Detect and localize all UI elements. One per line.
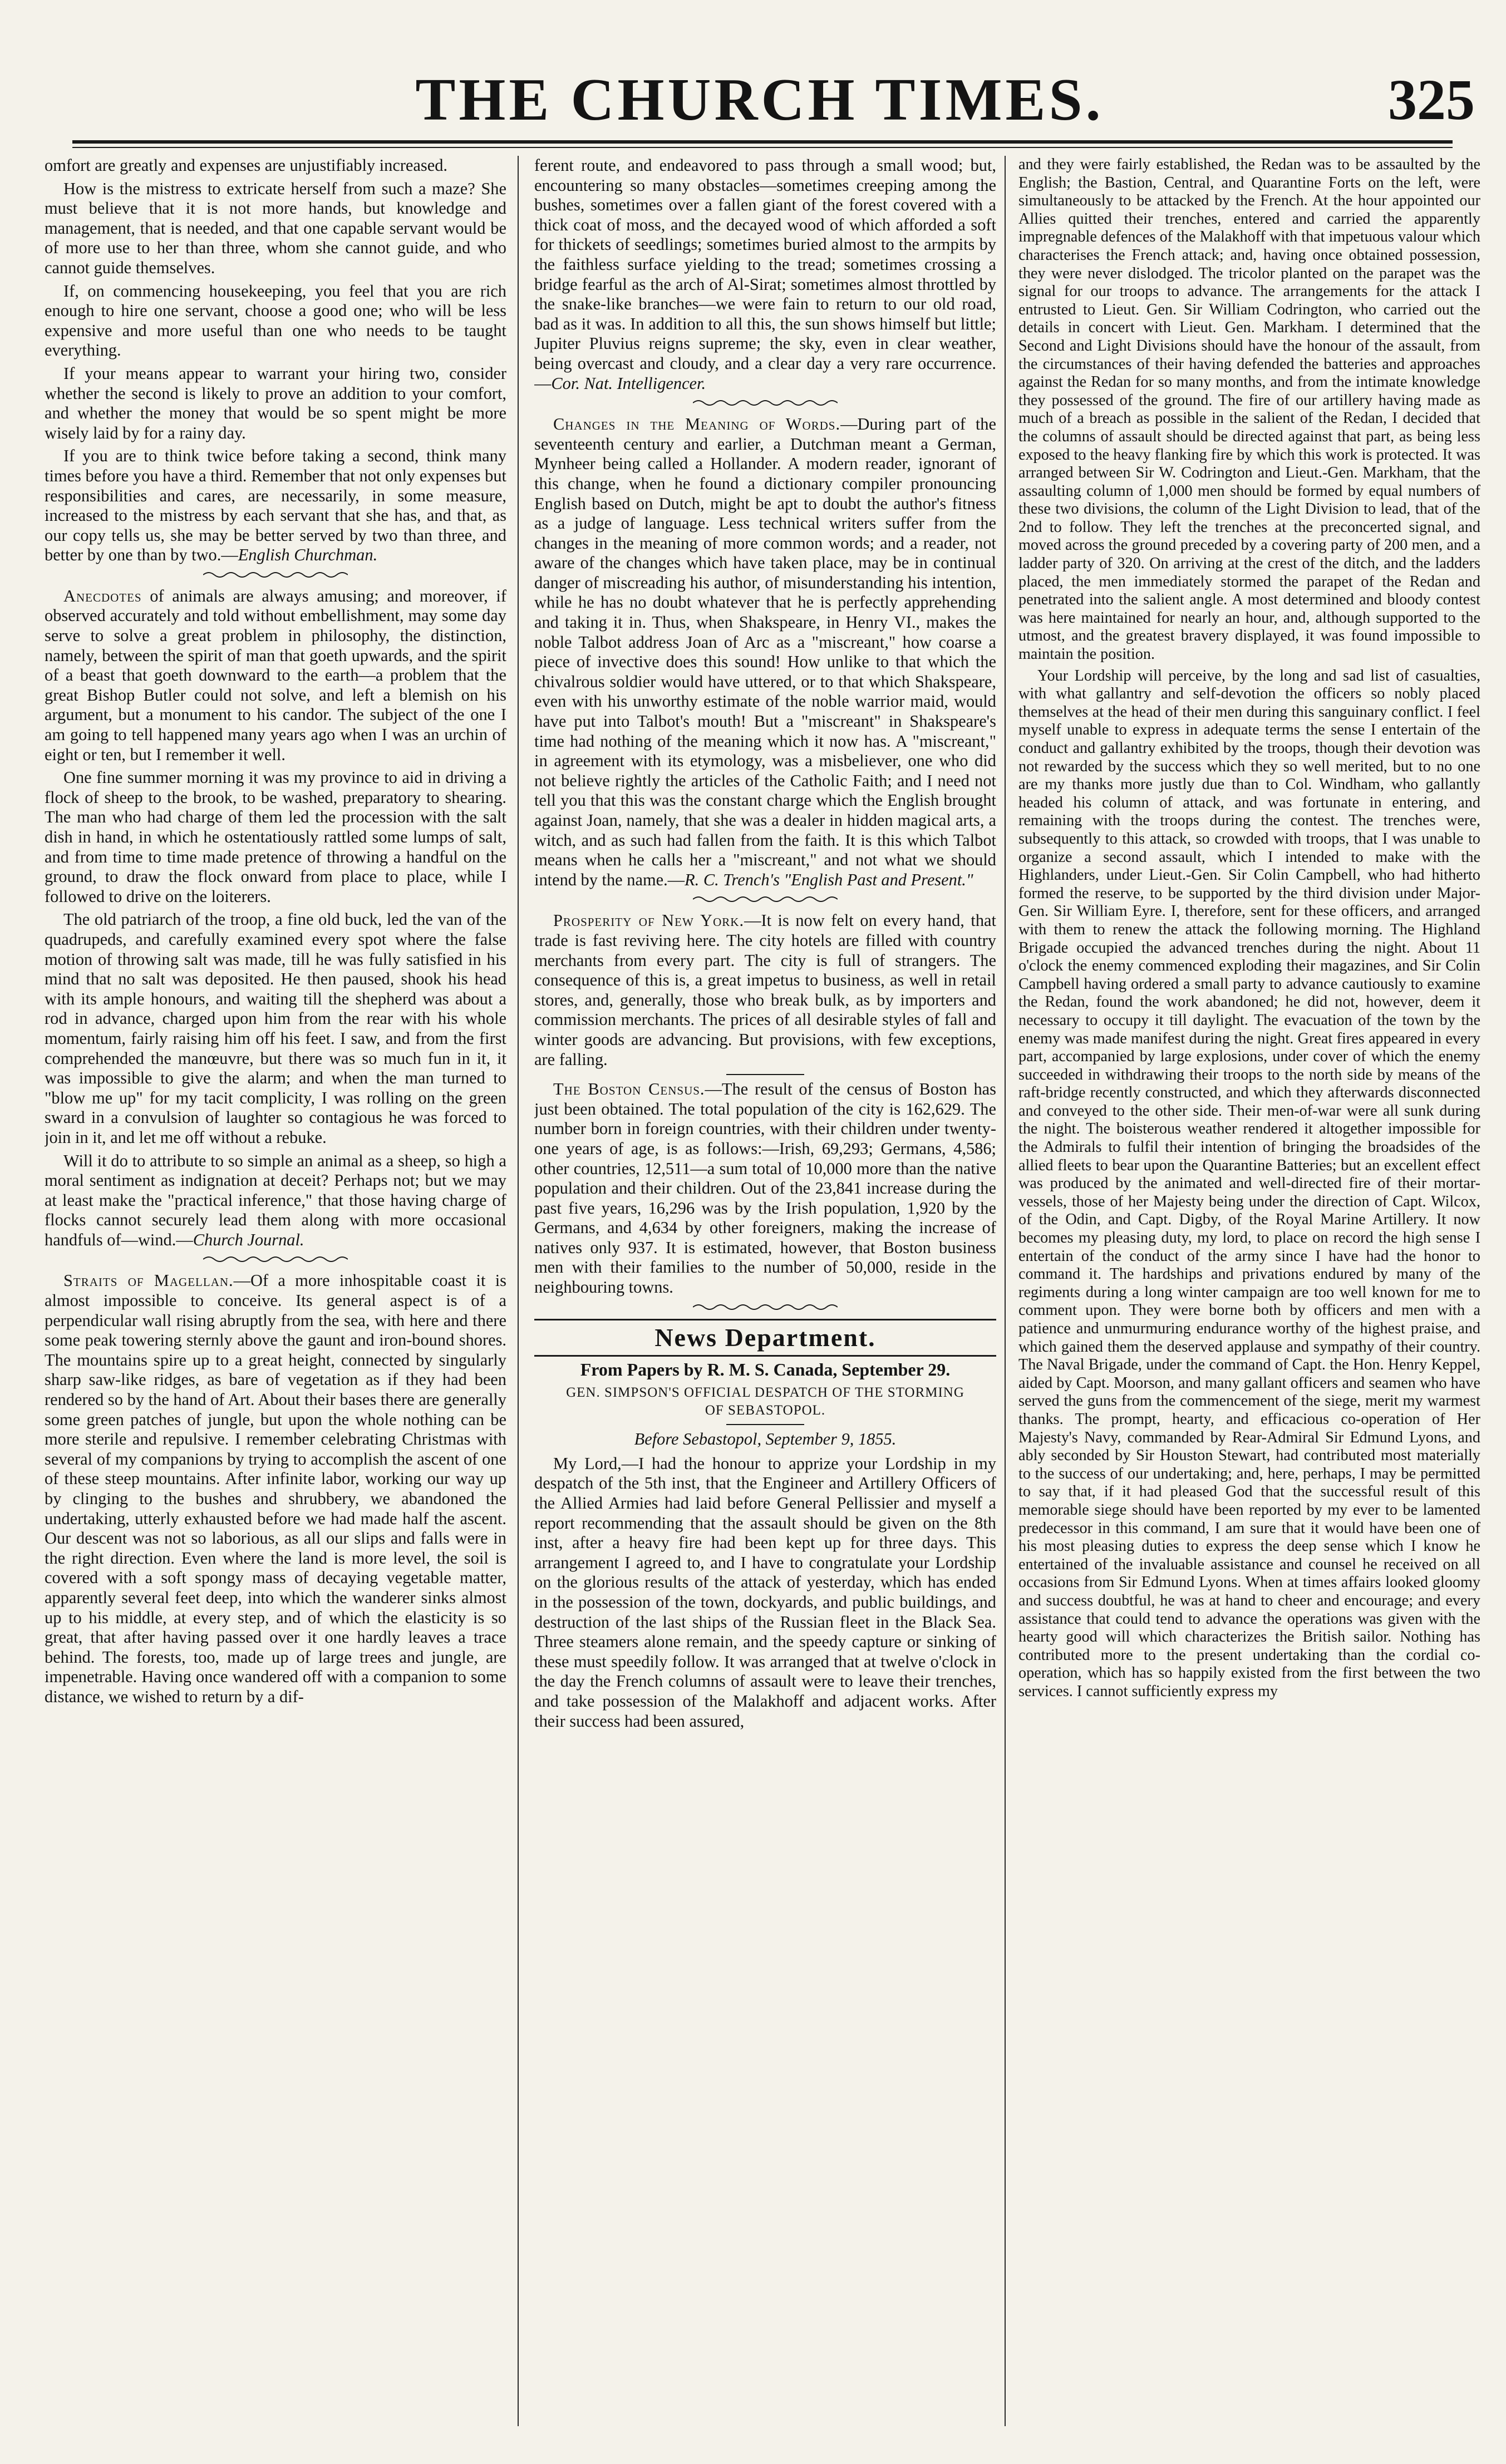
paragraph: The old patriarch of the troop, a fine old buck, led the van of the quadrupeds, and carefully examined every spot where the false motion of throwing salt was made, till he was fully satisfied in his mind that no salt was deposited. He then paused, shook his head with its ample honours, and waiting till the shepherd was about a rod in advance, charged upon him from the rear with his whole momentum, fairly raising him off his feet. I saw, and from the first comprehended the manœuvre, but there was so much fun in it, it was impossible to give the alarm; and when the man turned to "blow me up" for my tacit complicity, I was rolling on the green sward in a convulsion of laughter so contagious he was forced to join in it, and let me off without a rebuke. xyxy=(45,910,506,1147)
short-divider xyxy=(726,1074,804,1075)
paragraph xyxy=(534,156,996,393)
section-divider xyxy=(693,397,838,409)
article-lead: Changes in the Meaning of Words. xyxy=(553,415,841,434)
masthead xyxy=(33,61,1486,139)
paragraph xyxy=(45,446,506,565)
article-lead: Anecdotes xyxy=(63,586,142,605)
article-headline: GEN. SIMPSON'S OFFICIAL DESPATCH OF THE STORMING OF SEBASTOPOL. xyxy=(566,1385,964,1418)
paragraph: Your Lordship will perceive, by the long and sad list of casualties, with what gallantry and self-devotion the officers so nobly placed themselves at the head of their men during this sanguinary conflict. I feel myself unable to express in adequate terms the sense I entertain of the conduct and gallantry exhibited by the troops, though their devotion was not rewarded by the success which they so well merited, but to no one are my thanks more justly due than to Col. Windham, who gallantly headed his column of attack, and was fortunate in entering, and remaining with the troops during the contest. The trenches were, subsequently to this attack, so crowded with troops, that I was unable to organize a second assault, which I intended to make with the Highlanders, under Lieut.-Gen. Sir Colin Campbell, who had hitherto formed the reserve, to be supported by the third division under Major-Gen. Sir William Eyre. I, therefore, sent for these officers, and arranged with them to renew the attack the following morning. The Highland Brigade occupied the advanced trenches during the night. About 11 o'clock the enemy commenced exploding their magazines, and Sir Colin Campbell having ordered a small party to advance cautiously to examine the Redan, found the work abandoned; he did not, however, deem it necessary to occupy it till daylight. The evacuation of the town by the enemy was made manifest during the night. Great fires appeared in every part, accompanied by large explosions, under cover of which the enemy succeeded in withdrawing their troops to the north side by means of the raft-bridge recently constructed, and which they afterwards disconnected and conveyed to the other side. Their men-of-war were all sunk during the night. The boisterous weather rendered it altogether impossible for the Admirals to fulfil their intention of bringing the broadsides of the allied fleets to bear upon the Quarantine Batteries; but an excellent effect was produced by the animated and well-directed fire of their mortar-vessels, those of her Majesty being under the direction of Capt. Wilcox, of the Odin, and Capt. Digby, of the Royal Marine Artillery. It now becomes my pleasing duty, my lord, to place on record the high sense I entertain of the conduct of the army since I have had the honor to command it. The hardships and privations endured by many of the regiments during a long winter campaign are too well known for me to comment upon. They were borne both by officers and men with a patience and unmurmuring endurance worthy of the highest praise, and which gained them the deserved applause and sympathy of their country. The Naval Brigade, under the command of Capt. the Hon. Henry Keppel, aided by Capt. Moorson, and many gallant officers and seamen who have served the guns from the commencement of the siege, merit my warmest thanks. The prompt, hearty, and efficacious co-operation of Her Majesty's Navy, commanded by Rear-Admiral Sir Edmund Lyons, and ably seconded by Sir Houston Stewart, had contributed most materially to the success of our undertaking; and, here, perhaps, I may be permitted to say that, if it had pleased God that the successful result of this memorable siege should have been reported by my ever to be lamented predecessor in this command, I am sure that it would have been one of his most pleasing duties to express the deep sense which I know he entertained of the invaluable assistance and counsel he received on all occasions from Sir Edmund Lyons. When at times affairs looked gloomy and success doubtful, he was at hand to cheer and encourage; and every assistance that could tend to advance the operations was given with the hearty good will which characterizes the British sailor. Nothing has contributed more to the present undertaking than the cordial co-operation, which has so happily existed from the first between the two services. I cannot sufficiently express my xyxy=(1018,667,1480,1700)
paragraph-text: —During part of the seventeenth century and earlier, a Dutchman meant a German, Mynheer being called a Hollander. A modern reader, ignorant of this change, when he found a dictionary compiler pronouncing English based on Dutch, might be apt to doubt the author's fitness as a judge of language. Less technical writers suffer from the changes in the meaning of more common words; and a reader, not aware of the changes which have taken place, may be in continual danger of miscreading his author, of misunderstanding his intention, while he has no doubt whatever that he is perfectly apprehending and taking it in. Thus, when Shakspeare, in Henry VI., makes the noble Talbot address Joan of Arc as a "miscreant," how coarse a piece of invective does this sound! How unlike to that which the chivalrous soldier would have uttered, or to that which Shakspeare, even with his unworthy estimate of the noble warrior maid, would have put into Talbot's mouth! But a "miscreant" in Shakspeare's time had nothing of the meaning which it now has. A "miscreant," in agreement with its etymology, was a misbeliever, one who did not believe rightly the articles of the Catholic Faith; and I need not tell you that this was the constant charge which the English brought against Joan, namely, that she was a dealer in hidden magical arts, a witch, and as such had fallen from the faith. It is this which Talbot means when he calls her a "miscreant," and not what we should intend by the name.— xyxy=(534,415,996,889)
column-2 xyxy=(534,156,996,2426)
paragraph: One fine summer morning it was my province to aid in driving a flock of sheep to the brook, to be washed, preparatory to shearing. The man who had charge of them led the procession with the salt dish in hand, in which he ostentatiously rattled some lumps of salt, and from time to time made pretence of throwing a handful on the ground, to draw the flock onward from place to place, while I followed to drive on the loiterers. xyxy=(45,768,506,906)
paragraph: and they were fairly established, the Redan was to be assaulted by the English; the Bastion, Central, and Quarantine Forts on the left, were simultaneously to be attacked by the French. At the hour appointed our Allies quitted their trenches, entered and carried the apparently impregnable defences of the Malakhoff with that impetuous valour which characterises the French attack; and, having once obtained possession, they were never dislodged. The tricolor planted on the parapet was the signal for our troops to advance. The arrangements for the attack I entrusted to Lieut. Gen. Sir William Codrington, who carried out the details in concert with Lieut. Gen. Markham. I determined that the Second and Light Divisions should have the honour of the assault, from the circumstances of their having defended the batteries and approaches against the Redan for so many months, and from the intimate knowledge they possessed of the ground. The fire of our artillery having made as much of a breach as possible in the salient of the Redan, I decided that the columns of assault should be directed against that part, as being less exposed to the heavy flanking fire by which this work is protected. It was arranged between Sir W. Codrington and Lieut.-Gen. Markham, that the assaulting column of 1,000 men should be formed by equal numbers of these two divisions, the column of the Light Division to lead, that of the 2nd to follow. They left the trenches at the preconcerted signal, and moved across the ground preceded by a covering party of 200 men, and a ladder party of 320. On arriving at the crest of the ditch, and the ladders placed, the men immediately stormed the parapet of the Redan and penetrated into the salient angle. A most determined and bloody contest was here maintained for nearly an hour, and, although supported to the utmost, and the greatest bravery displayed, it was found impossible to maintain the position. xyxy=(1018,156,1480,663)
paragraph-text: —Of a more inhospitable coast it is almost impossible to conceive. Its general aspect is of a perpendicular wall rising abruptly from the sea, with here and there some peak towering sternly above the gaunt and iron-bound shores. The mountains spire up to a great height, connected by singularly sharp saw-like ridges, as bare of vegetation as if they had been rendered so by the hand of Art. About their bases there are generally some green patches of jungle, but upon the whole nothing can be more sterile and repulsive. I remember celebrating Christmas with several of my companions by trying to accomplish the ascent of one of these steep mountains. After infinite labor, working our way up by clinging to the bushes and shrubbery, we abandoned the undertaking, utterly exhausted before we had made half the ascent. Our descent was not so laborious, as all our slips and falls were in the right direction. Even where the land is more level, the soil is covered with a soft spongy mass of decaying vegetable matter, apparently several feet deep, into which the wanderer sinks almost up to his middle, at every step, and of which the elasticity is so great, that after having passed over it one hardly leaves a trace behind. The forests, too, made up of large trees and jungle, are impenetrable. Having once wandered off with a companion to some distance, we wished to return by a dif- xyxy=(45,1271,506,1706)
section-divider xyxy=(203,1253,348,1265)
paragraph: If your means appear to warrant your hiring two, consider whether the second is likely to prove an addition to your comfort, and whether the money that would be so spent might be more wisely laid by for a rainy day. xyxy=(45,363,506,442)
article-straits xyxy=(45,1271,506,1707)
section-divider xyxy=(693,1301,838,1313)
short-divider xyxy=(726,1424,804,1425)
article-changes xyxy=(534,415,996,890)
paragraph: If, on commencing housekeeping, you feel that you are rich enough to hire one servant, choose a good one; who will be less expensive and more useful than one who needs to be taught everything. xyxy=(45,281,506,360)
article-prosperity xyxy=(534,911,996,1070)
article-lead: Straits of Magellan. xyxy=(63,1271,234,1290)
masthead-rule xyxy=(72,140,1453,144)
paragraph-text: Will it do to attribute to so simple an animal as a sheep, so high a moral sentiment as indignation at deceit? Perhaps not; but we may at least make the "practical inference," that those having charge of flocks cannot securely lead them along with more occasional handfuls of—wind.— xyxy=(45,1151,506,1249)
paragraph-text: —It is now felt on every hand, that trade is fast reviving here. The city hotels are filled with country merchants from every part. The city is full of strangers. The consequence of this is, a great impetus to business, as well in retail stores, and, generally, those who break bulk, as by importers and commission merchants. The prices of all desirable styles of fall and winter goods are advancing. But provisions, with few exceptions, are falling. xyxy=(534,911,996,1069)
paragraph-text: If you are to think twice before taking a second, think many times before you have a third. Remember that not only expenses but responsibilities and cares, are necessarily, in some measure, increased to the mistress by each servant that she has, and that, as our copy tells us, she may be better served by two than three, and better by one than by two.— xyxy=(45,446,506,565)
paragraph-text: ferent route, and endeavored to pass through a small wood; but, encountering so many obstacles—sometimes creeping among the bushes, sometimes over a fallen giant of the forest covered with a thick coat of moss, and the decayed wood of which afforded a soft for thickets of seedlings; sometimes buried almost to the armpits by the faithless surface yielding to the tread; sometimes crossing a bridge fearful as the arch of Al-Sirat; sometimes almost throttled by the snake-like branches—we were fain to return to our old road, bad as it was. In addition to all this, the sun shows himself but little; Jupiter Pluvius reigns supreme; the sky, even in clear weather, being overcast and cloudy, and a clear day a very rare occurrence.— xyxy=(534,156,996,393)
column-1 xyxy=(45,156,506,2426)
section-divider xyxy=(203,569,348,581)
source-credit: English Churchman. xyxy=(238,545,378,565)
masthead-rule-thin xyxy=(72,147,1453,148)
article-boston xyxy=(534,1080,996,1298)
section-divider xyxy=(693,893,838,905)
source-credit: Church Journal. xyxy=(193,1230,304,1249)
paragraph: How is the mistress to extricate herself from such a maze? She must believe that it is not more hands, but knowledge and management, that is needed, and that one capable servant would be of more use to her than three, whom she cannot guide, and who cannot guide themselves. xyxy=(45,179,506,277)
column-divider xyxy=(518,156,519,2426)
paragraph: omfort are greatly and expenses are unjustifiably increased. xyxy=(45,156,448,175)
source-credit: R. C. Trench's "English Past and Present." xyxy=(685,870,973,889)
paragraph-text: of animals are always amusing; and moreover, if observed accurately and told without embellishment, may some day serve to solve a great problem in philosophy, the distinction, namely, between the spirit of man that goeth upwards, and the spirit of a beast that goeth downward to the earth—a problem that the great Bishop Butler could not solve, and left a blemish on his argument, but a monument to his candor. The subject of the one I am going to tell happened many years ago when I was an urchin of eight or ten, but I remember it well. xyxy=(45,586,506,764)
column-3 xyxy=(1018,156,1480,2426)
dateline: Before Sebastopol, September 9, 1855. xyxy=(634,1430,897,1449)
paragraph-text: —The result of the census of Boston has just been obtained. The total population of the city is 162,629. The number born in foreign countries, with their children under twenty-one years of age, is as follows:—Irish, 69,293; Germans, 4,586; other countries, 12,511—a sum total of 10,000 more than the native population and their children. Out of the 23,841 increase during the past five years, 16,296 was by the Irish population, 1,920 by the Germans, and 4,634 by other foreigners, making the increase of natives only 937. It is estimated, however, that Boston business men with their families to the number of 50,000, reside in the neighbouring towns. xyxy=(534,1080,996,1297)
article-lead: The Boston Census. xyxy=(553,1080,705,1099)
section-heading: News Department. xyxy=(534,1319,996,1357)
dispatch-source-line: From Papers by R. M. S. Canada, September 29. xyxy=(580,1359,951,1379)
column-divider xyxy=(1005,156,1006,2426)
paragraph: My Lord,—I had the honour to apprize your Lordship in my despatch of the 5th inst, that the Engineer and Artillery Officers of the Allied Armies had laid before General Pellissier and myself a report recommending that the assault should be given on the 8th inst, after a heavy fire had been kept up for three days. This arrangement I agreed to, and I have to congratulate your Lordship on the glorious results of the attack of yesterday, which has ended in the possession of the town, dockyards, and public buildings, and destruction of the last ships of the Russian fleet in the Black Sea. Three steamers alone remain, and the speedy capture or sinking of these must speedily follow. It was arranged that at twelve o'clock in the day the French columns of assault were to leave their trenches, and take possession of the Malakhoff and adjacent works. After their success had been assured, xyxy=(534,1453,996,1731)
source-credit: Cor. Nat. Intelligencer. xyxy=(551,373,706,393)
paragraph xyxy=(45,1151,506,1250)
article-anecdotes xyxy=(45,587,506,765)
article-lead: Prosperity of New York. xyxy=(553,911,745,930)
newspaper-title: THE CHURCH TIMES. xyxy=(415,67,1104,133)
page-number: 325 xyxy=(1388,68,1475,132)
